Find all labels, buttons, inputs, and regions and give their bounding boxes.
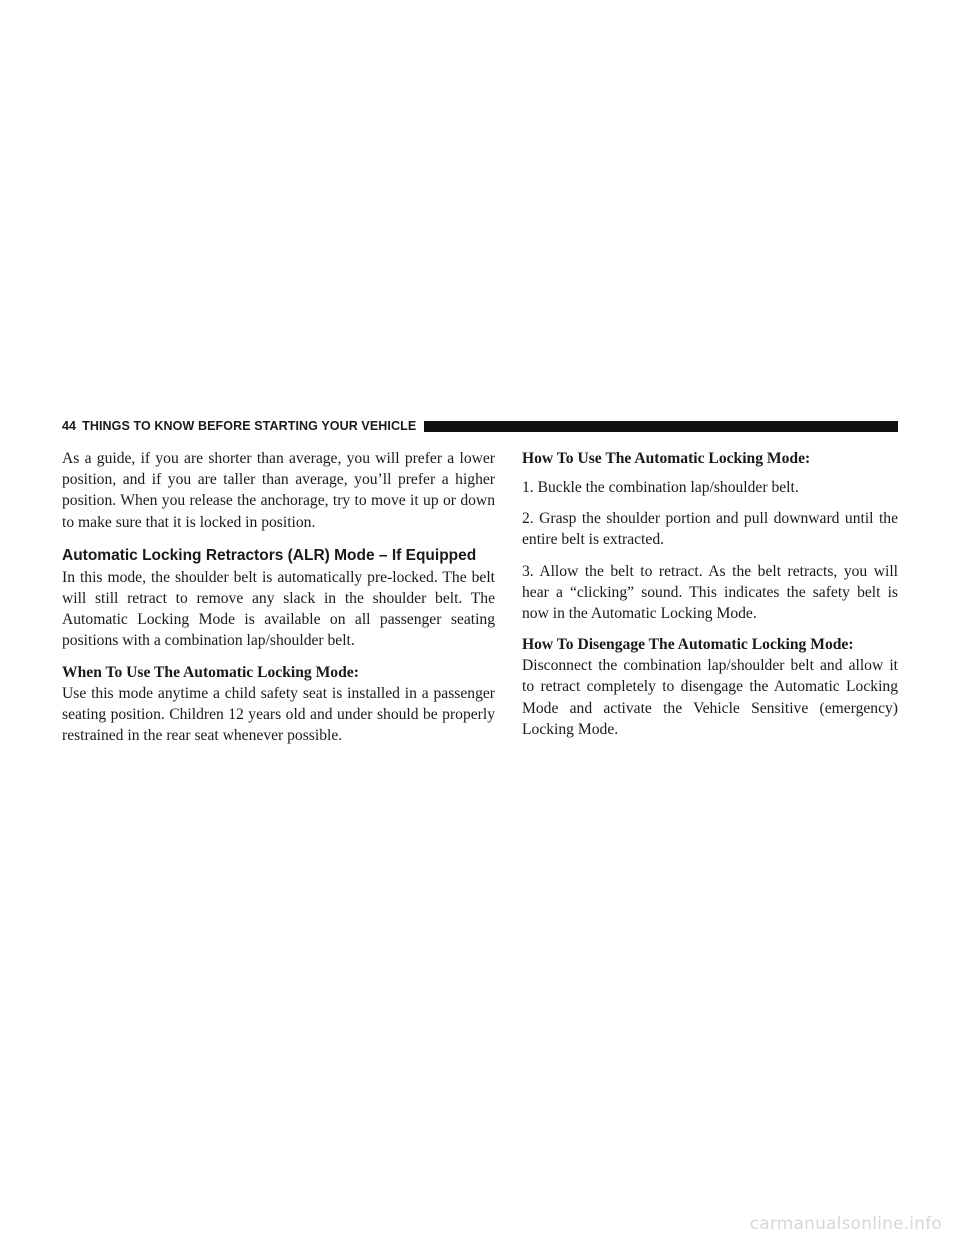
section-title: THINGS TO KNOW BEFORE STARTING YOUR VEHICLE — [82, 419, 417, 433]
how-to-disengage-heading: How To Disengage The Automatic Locking Mode: — [522, 636, 854, 654]
alr-paragraph: In this mode, the shoulder belt is automatically pre-locked. The belt will still retract to remove any slack in the shoulder belt. The Automatic Locking Mode is available on all passenger seating positions with a combination lap/shoulder belt. — [62, 568, 495, 650]
right-column — [522, 448, 898, 750]
step-item: 3. Allow the belt to retract. As the belt retracts, you will hear a “clicking” sound. This indicates the safety belt is now in the Automatic Locking Mode. — [522, 562, 898, 623]
page-number: 44 — [62, 419, 77, 433]
when-to-use-heading: When To Use The Automatic Locking Mode: — [62, 663, 359, 681]
header-rule — [424, 421, 898, 432]
alr-heading: Automatic Locking Retractors (ALR) Mode – If Equipped — [62, 546, 477, 564]
disengage-paragraph: Disconnect the combination lap/shoulder belt and allow it to retract completely to disengage the Automatic Locking Mode and activate the Vehicle Sensitive (emergency) Locking Mode. — [522, 657, 898, 738]
step-item: 1. Buckle the combination lap/shoulder belt. — [522, 479, 799, 496]
intro-paragraph: As a guide, if you are shorter than average, you will prefer a lower position, and if you are taller than average, you’ll prefer a higher position. When you release the anchorage, try to move it up or down to make sure that it is locked in position. — [62, 450, 495, 531]
how-to-use-heading: How To Use The Automatic Locking Mode: — [522, 450, 811, 467]
when-to-use-paragraph: Use this mode anytime a child safety seat is installed in a passenger seating position. Children 12 years old and under should be properly restrained in the rear seat whenever possible. — [62, 684, 495, 745]
step-item: 2. Grasp the shoulder portion and pull downward until the entire belt is extracted. — [522, 510, 898, 549]
page-header — [62, 417, 898, 435]
site-watermark: carmanualsonline.info — [749, 1214, 942, 1234]
left-column — [62, 448, 495, 756]
